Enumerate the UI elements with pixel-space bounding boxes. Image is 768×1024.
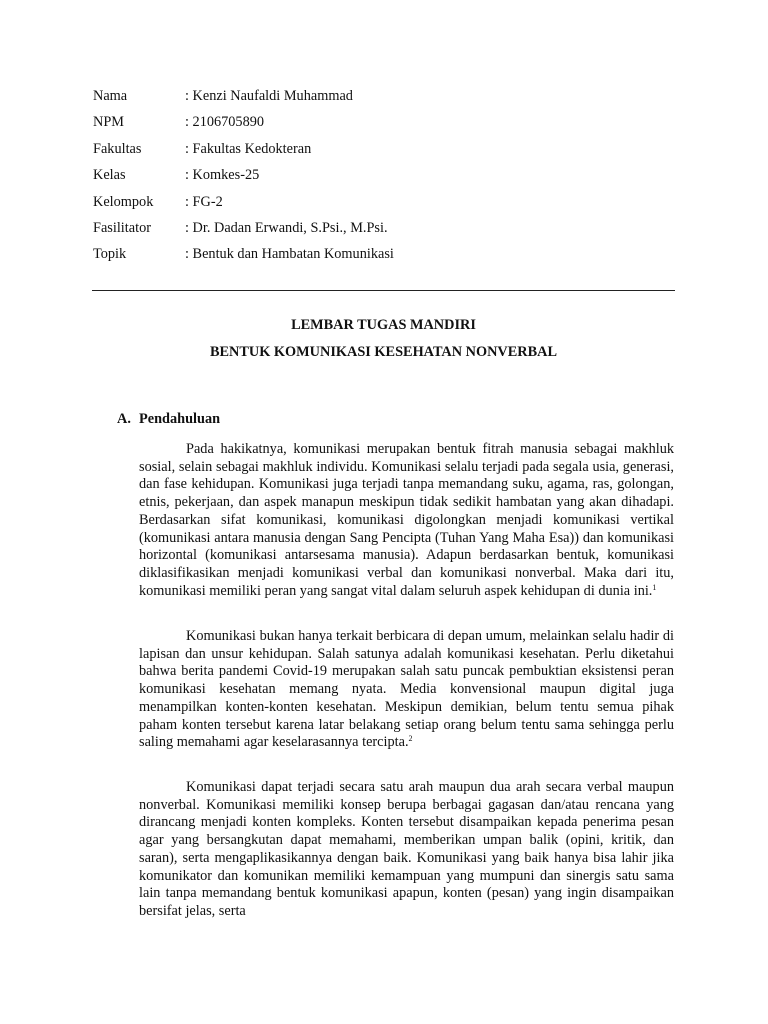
section-title: Pendahuluan bbox=[139, 411, 221, 427]
info-value: : Komkes-25 bbox=[185, 167, 260, 184]
info-value: : Fakultas Kedokteran bbox=[185, 140, 312, 157]
info-row-faculty bbox=[93, 139, 593, 165]
section-heading bbox=[117, 411, 220, 428]
document-subtitle: BENTUK KOMUNIKASI KESEHATAN NONVERBAL bbox=[209, 344, 557, 360]
info-value: : 2106705890 bbox=[185, 114, 265, 131]
info-label: Kelas bbox=[93, 167, 126, 184]
info-label: Fasilitator bbox=[93, 219, 151, 236]
paragraph-text: Komunikasi dapat terjadi secara satu arah maupun dua arah secara verbal maupun nonverbal. Komunikasi memiliki konsep berupa berbagai gagasan dan/atau rencana yang dirancang menjadi konten kompleks. Konten tersebut disampaikan kepada penerima pesan agar yang bersangkutan dapat memahami, memberikan umpan balik (opini, kritik, dan saran), serta mengaplikasikannya dengan baik. Komunikasi yang baik hanya bisa lahir jika komunikator dan komunikan memiliki kemampuan yang mumpuni dan sinergis satu sama lain tanpa memandang bentuk komunikasi apapun, konten (pesan) yang ingin disampaikan bersifat jelas, serta bbox=[139, 779, 674, 919]
info-row-topic bbox=[93, 244, 593, 270]
paragraph bbox=[139, 628, 674, 752]
paragraph bbox=[139, 441, 674, 600]
info-row-name bbox=[93, 86, 593, 112]
section-letter: A. bbox=[117, 411, 131, 427]
info-value: : Kenzi Naufaldi Muhammad bbox=[185, 88, 353, 104]
paragraph-text: Pada hakikatnya, komunikasi merupakan bentuk fitrah manusia sebagai makhluk sosial, selain sebagai makhluk individu. Komunikasi selalu terjadi pada segala usia, generasi, dan fase kehidupan. Komunikasi juga terjadi tanpa memandang suku, agama, ras, golongan, etnis, pekerjaan, dan aspek manapun meskipun tidak sedikit hambatan yang akan dihadapi. Berdasarkan sifat komunikasi, komunikasi digolongkan menjadi komunikasi vertikal (komunikasi antara manusia dengan Sang Pencipta (Tuhan Yang Maha Esa)) dan komunikasi horizontal (komunikasi antarsesama manusia). Adapun berdasarkan bentuk, komunikasi diklasifikasikan menjadi komunikasi verbal dan komunikasi nonverbal. Maka dari itu, komunikasi memiliki peran yang sangat vital dalam seluruh aspek kehidupan di dunia ini. bbox=[139, 441, 674, 599]
student-info-block bbox=[93, 86, 593, 271]
info-label: NPM bbox=[93, 114, 124, 131]
info-row-npm bbox=[93, 112, 593, 138]
horizontal-divider bbox=[92, 290, 675, 291]
info-label: Fakultas bbox=[93, 140, 142, 157]
info-row-facilitator bbox=[93, 218, 593, 244]
info-value: : Bentuk dan Hambatan Komunikasi bbox=[185, 246, 394, 263]
info-label: Kelompok bbox=[93, 193, 154, 210]
footnote-marker: 1 bbox=[652, 582, 657, 592]
info-row-class bbox=[93, 165, 593, 191]
paragraph bbox=[139, 779, 674, 921]
info-label: Nama bbox=[93, 88, 128, 104]
footnote-marker: 2 bbox=[408, 734, 413, 744]
paragraph-text: Komunikasi bukan hanya terkait berbicara di depan umum, melainkan selalu hadir di lapisan dan unsur kehidupan. Salah satunya adalah komunikasi kesehatan. Perlu diketahui bahwa berita pandemi Covid-19 merupakan salah satu puncak pembuktian eksistensi peran komunikasi kesehatan memang nyata. Media konvensional maupun digital juga menampilkan konten-konten kesehatan. Meskipun demikian, belum tentu semua pihak paham konten tersebut karena latar belakang setiap orang belum tentu sama sehingga perlu saling memahami agar keselarasannya tercipta. bbox=[139, 628, 674, 751]
document-title: LEMBAR TUGAS MANDIRI bbox=[291, 317, 476, 333]
info-label: Topik bbox=[93, 246, 127, 263]
info-value: : Dr. Dadan Erwandi, S.Psi., M.Psi. bbox=[185, 219, 388, 236]
info-value: : FG-2 bbox=[185, 193, 223, 210]
info-row-group bbox=[93, 192, 593, 218]
